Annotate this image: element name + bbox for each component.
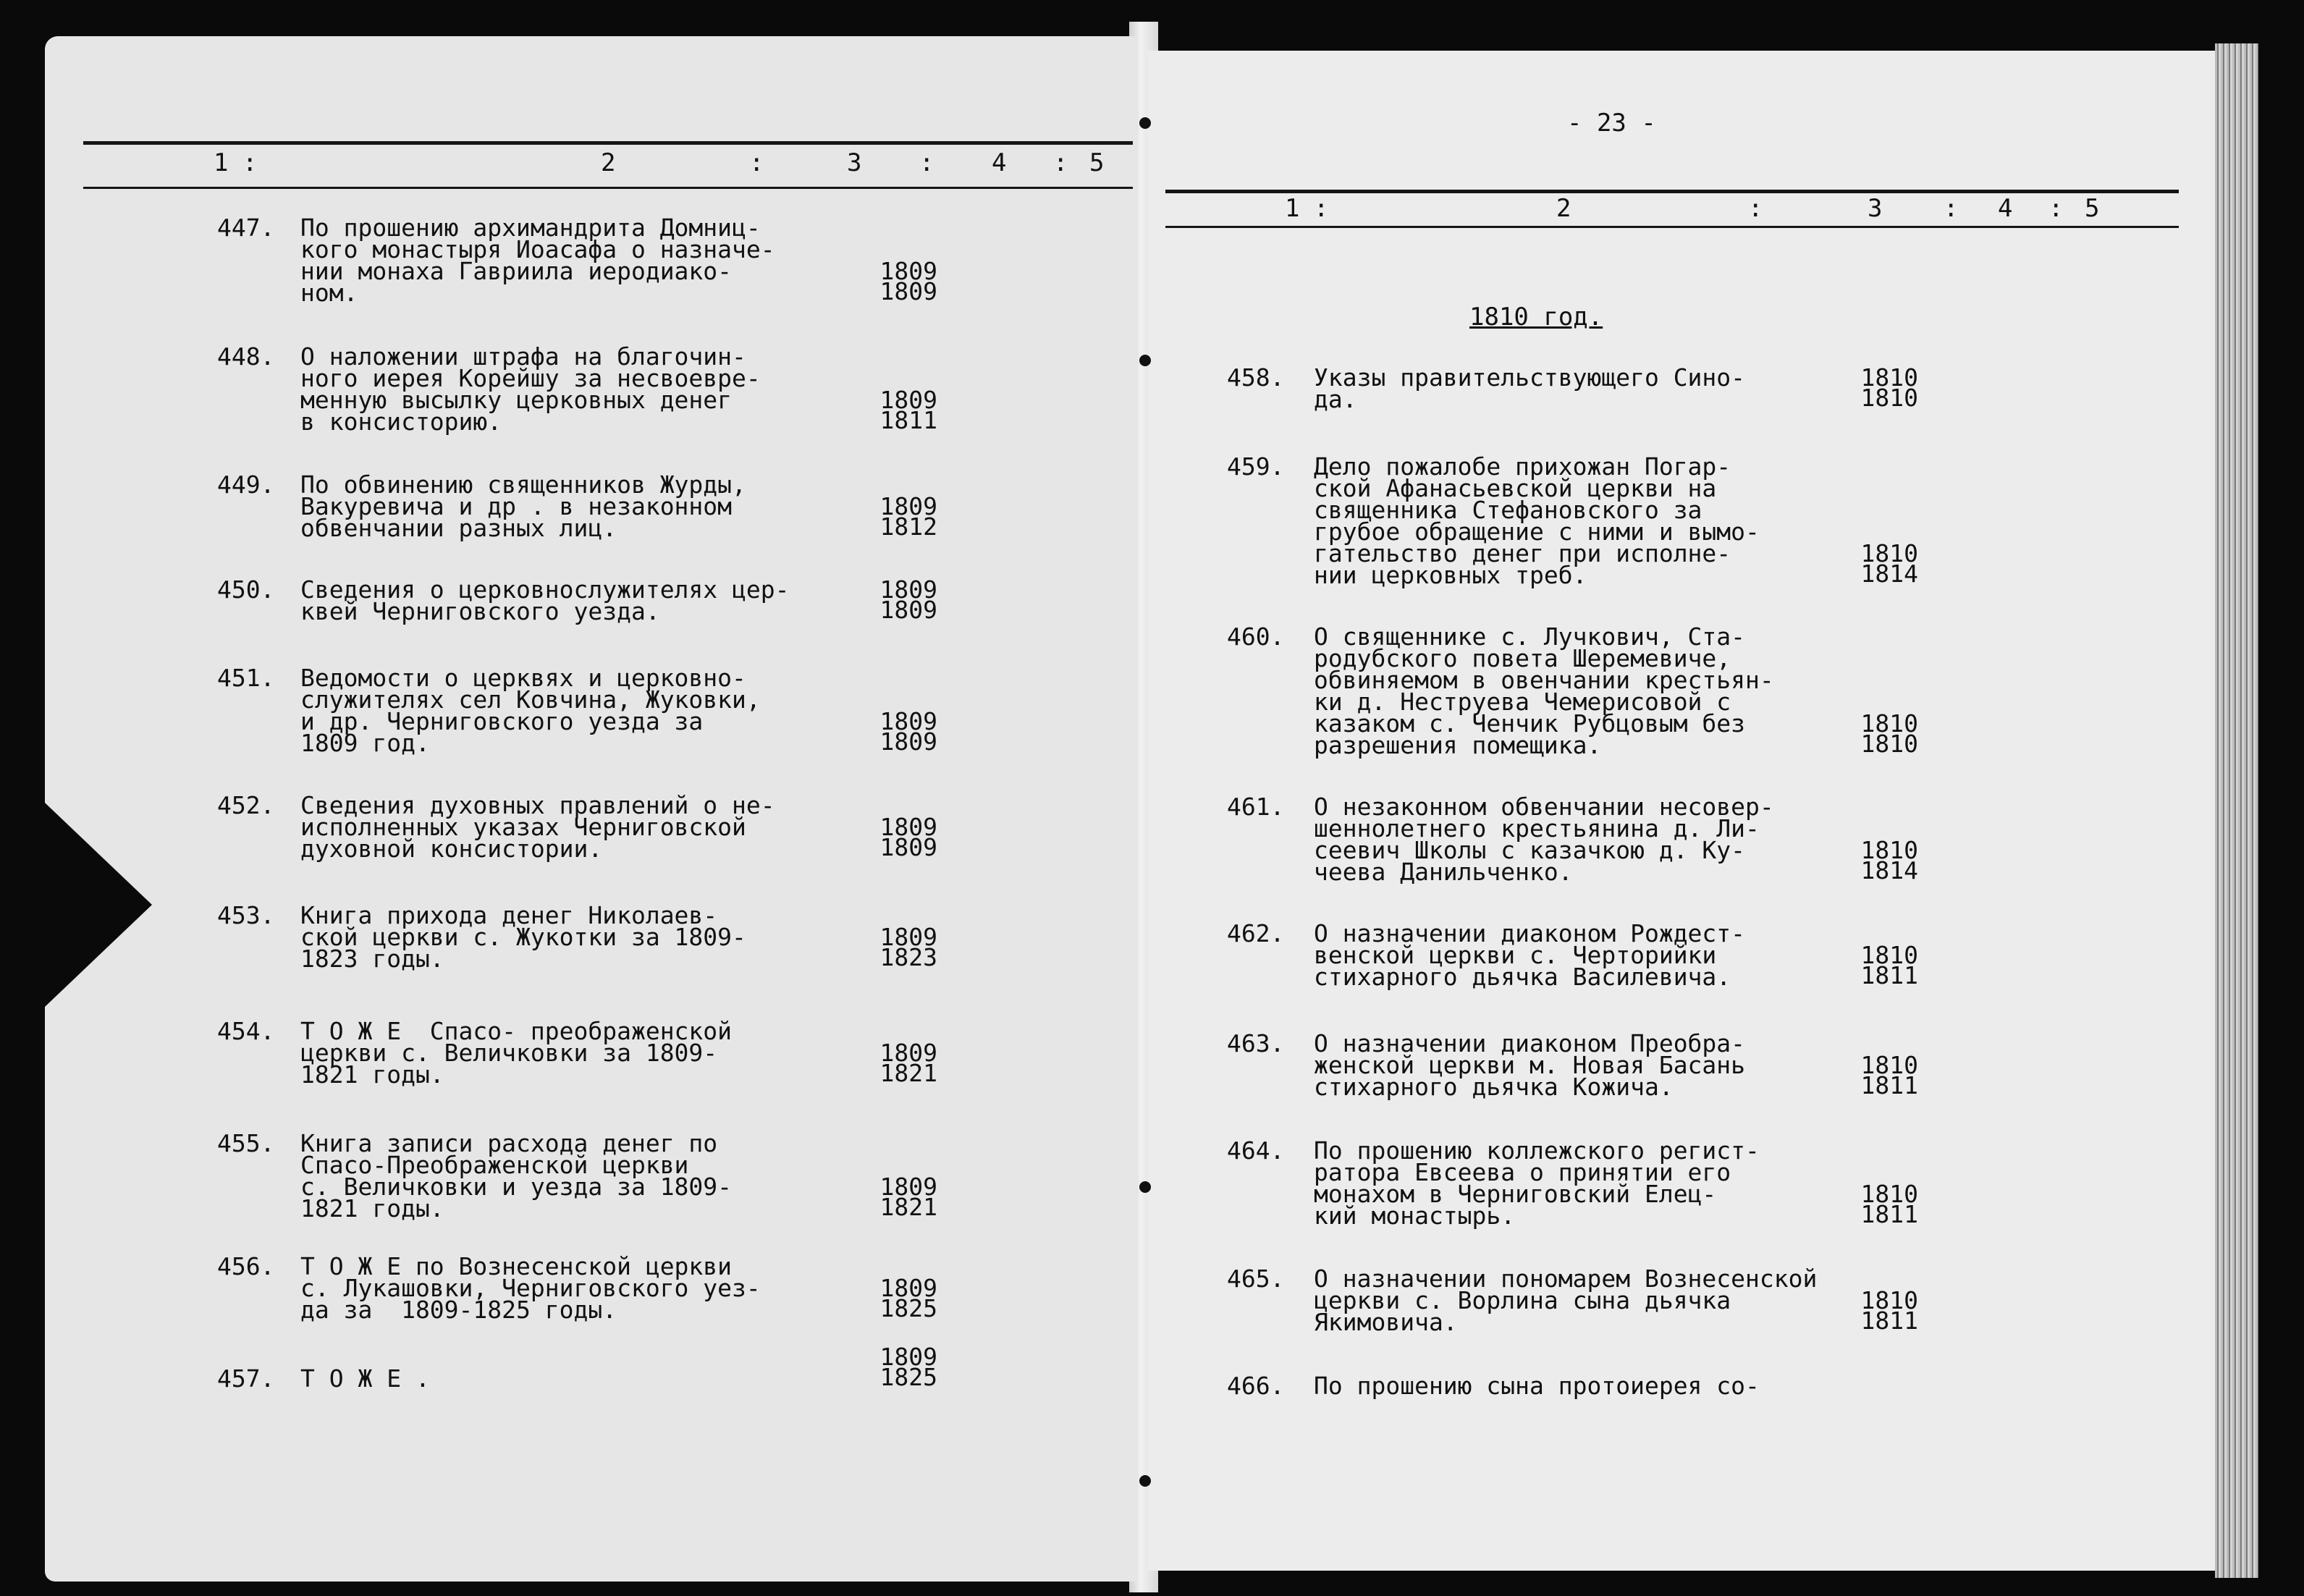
column-header-token: 4 xyxy=(1998,194,2013,223)
start-year: 1810 xyxy=(1860,363,1918,392)
binding-hole xyxy=(1139,117,1151,129)
entry-description: Указы правительствующего Сино- да. xyxy=(1314,363,1746,413)
entry-number: 457. xyxy=(217,1364,275,1393)
binding-hole xyxy=(1139,355,1151,366)
entry-description: Сведения духовных правлений о не- исполненных указах Черниговской духовной консистории. xyxy=(300,791,775,863)
column-header-token: 5 xyxy=(1089,148,1105,177)
column-header-token: 2 xyxy=(1556,194,1571,223)
end-year: 1823 xyxy=(879,943,937,971)
header-rule-top xyxy=(83,141,1133,145)
entry-number: 454. xyxy=(217,1017,275,1045)
end-year: 1810 xyxy=(1860,384,1918,412)
entry-description: Книга прихода денег Николаев- ской церкви с. Жукотки за 1809- 1823 годы. xyxy=(300,901,746,973)
end-year: 1814 xyxy=(1860,560,1918,588)
start-year: 1809 xyxy=(879,1274,937,1302)
entry-number: 449. xyxy=(217,470,275,499)
entry-number: 461. xyxy=(1227,793,1285,821)
binding-hole xyxy=(1139,1181,1151,1193)
entry-description: Дело пожалобе прихожан Погар- ской Афанасьевской церкви на священника Стефановского за грубое обращение с ними и вымо- гательство денег при исполне- нии церковных треб. xyxy=(1314,452,1760,589)
entry-number: 453. xyxy=(217,901,275,929)
end-year: 1811 xyxy=(879,406,937,434)
end-year: 1825 xyxy=(879,1294,937,1322)
column-header-token: 1 xyxy=(1285,194,1300,223)
start-year: 1809 xyxy=(879,575,937,604)
entry-number: 458. xyxy=(1227,363,1285,392)
entry-description: По обвинению священников Журды, Вакуревича и др . в незаконном обвенчании разных лиц. xyxy=(300,470,746,542)
end-year: 1814 xyxy=(1860,856,1918,884)
start-year: 1809 xyxy=(879,1343,937,1371)
start-year: 1810 xyxy=(1860,1286,1918,1314)
entry-description: По прошению архимандрита Домниц- кого монастыря Иоасафа о назначе- нии монаха Гавриила иеродиако- ном. xyxy=(300,214,775,307)
entry-number: 462. xyxy=(1227,919,1285,947)
column-header-token: : xyxy=(1748,194,1763,223)
end-year: 1821 xyxy=(879,1059,937,1087)
column-header-token: : xyxy=(1053,148,1068,177)
entry-description: О священнике с. Лучкович, Ста- родубского повета Шеремевиче, обвиняемом в овенчании крестьян- ки д. Неструева Чемерисовой с казаком с. Ченчик Рубцовым без разрешения помещика. xyxy=(1314,622,1774,759)
column-header-token: 1 xyxy=(214,148,229,177)
column-header-token: : xyxy=(749,148,764,177)
entry-number: 464. xyxy=(1227,1136,1285,1165)
page-number: - 23 - xyxy=(1567,109,1656,138)
entry-description: Сведения о церковнослужителях цер- квей Черниговского уезда. xyxy=(300,575,790,625)
column-header-token: 3 xyxy=(1868,194,1883,223)
entry-description: Т О Ж Е по Вознесенской церкви с. Лукашовки, Черниговского уез- да за 1809-1825 годы. xyxy=(300,1252,761,1324)
start-year: 1810 xyxy=(1860,836,1918,864)
end-year: 1811 xyxy=(1860,961,1918,989)
entry-number: 448. xyxy=(217,342,275,371)
entry-number: 466. xyxy=(1227,1372,1285,1400)
entry-description: Ведомости о церквях и церковно- служителях сел Ковчина, Жуковки, и др. Черниговского уезда за 1809 год. xyxy=(300,664,761,757)
column-header-token: 5 xyxy=(2085,194,2100,223)
end-year: 1812 xyxy=(879,512,937,541)
entry-number: 459. xyxy=(1227,452,1285,481)
start-year: 1809 xyxy=(879,492,937,520)
entry-number: 451. xyxy=(217,664,275,692)
column-header-token: : xyxy=(1944,194,1959,223)
end-year: 1809 xyxy=(879,277,937,305)
column-header-token: : xyxy=(2048,194,2064,223)
start-year: 1810 xyxy=(1860,941,1918,969)
end-year: 1811 xyxy=(1860,1200,1918,1228)
start-year: 1810 xyxy=(1860,539,1918,567)
start-year: 1809 xyxy=(879,923,937,951)
entry-description: По прошению коллежского регист- ратора Евсеева о принятии его монахом в Черниговский Елец- кий монастырь. xyxy=(1314,1136,1760,1230)
start-year: 1809 xyxy=(879,257,937,285)
end-year: 1809 xyxy=(879,727,937,756)
end-year: 1810 xyxy=(1860,730,1918,758)
start-year: 1809 xyxy=(879,386,937,414)
end-year: 1821 xyxy=(879,1193,937,1221)
start-year: 1809 xyxy=(879,707,937,735)
entry-number: 452. xyxy=(217,791,275,819)
column-header-token: : xyxy=(242,148,258,177)
end-year: 1811 xyxy=(1860,1306,1918,1335)
start-year: 1810 xyxy=(1860,1051,1918,1079)
entry-description: О незаконном обвенчании несовер- шеннолетнего крестьянина д. Ли- сеевич Школы с казачкою д. Ку- чеева Данильченко. xyxy=(1314,793,1774,886)
column-header-token: 2 xyxy=(601,148,616,177)
header-rule-bottom xyxy=(83,187,1133,189)
entry-number: 447. xyxy=(217,214,275,242)
torn-edge xyxy=(0,760,152,1050)
header-rule-top-right xyxy=(1165,190,2179,193)
entry-number: 463. xyxy=(1227,1029,1285,1057)
end-year: 1809 xyxy=(879,596,937,624)
start-year: 1809 xyxy=(879,813,937,841)
entry-number: 450. xyxy=(217,575,275,604)
year-heading: 1810 год. xyxy=(1469,303,1603,332)
entry-description: О назначении диаконом Преобра- женской церкви м. Новая Басань стихарного дьячка Кожича. xyxy=(1314,1029,1746,1101)
end-year: 1825 xyxy=(879,1363,937,1391)
start-year: 1809 xyxy=(879,1173,937,1201)
column-header-token: : xyxy=(1314,194,1329,223)
end-year: 1809 xyxy=(879,833,937,861)
entry-number: 465. xyxy=(1227,1264,1285,1293)
entry-number: 456. xyxy=(217,1252,275,1280)
entry-description: Книга записи расхода денег по Спасо-Преображенской церкви с. Величковки и уезда за 1809- 1821 годы. xyxy=(300,1129,733,1223)
column-header-token: : xyxy=(919,148,934,177)
end-year: 1811 xyxy=(1860,1071,1918,1099)
binding-hole xyxy=(1139,1475,1151,1487)
entry-description: О назначении диаконом Рождест- венской церкви с. Черторийки стихарного дьячка Василевича. xyxy=(1314,919,1746,991)
header-rule-bottom-right xyxy=(1165,226,2179,228)
entry-description: О наложении штрафа на благочин- ного иерея Корейшу за несвоевре- менную высылку церковных денег в консисторию. xyxy=(300,342,761,436)
start-year: 1810 xyxy=(1860,1180,1918,1208)
entry-number: 455. xyxy=(217,1129,275,1157)
start-year: 1810 xyxy=(1860,709,1918,738)
column-header-token: 3 xyxy=(847,148,862,177)
start-year: 1809 xyxy=(879,1039,937,1067)
entry-number: 460. xyxy=(1227,622,1285,651)
entry-description: О назначении пономарем Вознесенской церкви с. Ворлина сына дьячка Якимовича. xyxy=(1314,1264,1818,1336)
entry-description: Т О Ж Е Спасо- преображенской церкви с. Величковки за 1809- 1821 годы. xyxy=(300,1017,733,1089)
column-header-token: 4 xyxy=(992,148,1007,177)
page-edges xyxy=(2215,43,2258,1578)
entry-description: По прошению сына протоиерея со- xyxy=(1314,1372,1760,1400)
entry-description: Т О Ж Е . xyxy=(300,1364,430,1393)
